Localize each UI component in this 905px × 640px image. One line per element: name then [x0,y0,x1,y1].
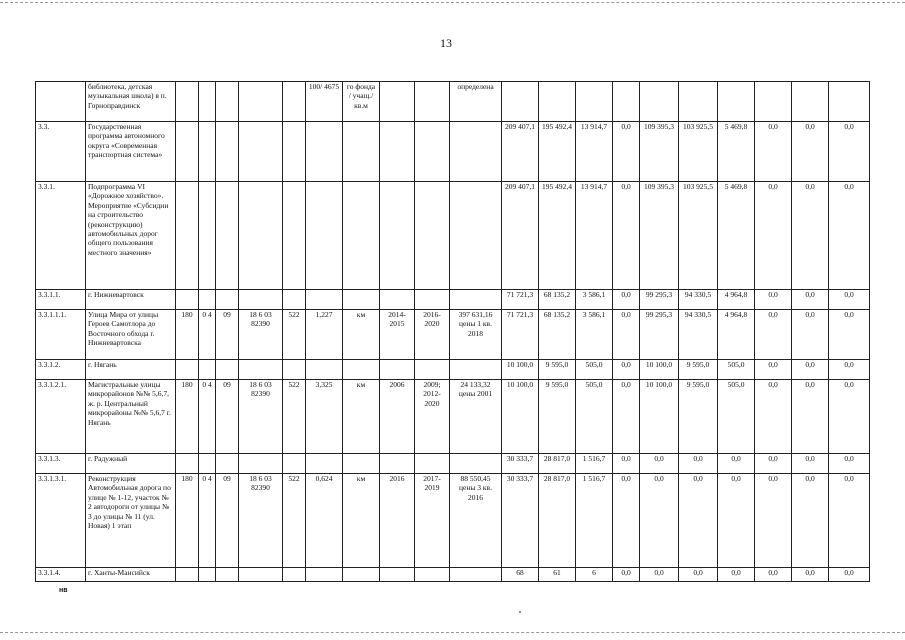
table-cell [176,122,199,182]
table-cell: 10 100,0 [502,360,539,380]
table-row [36,82,870,122]
table-cell: Подпрограмма VI «Дорожное хозяйство». Мероприятие «Субсидии на строительство (реконструкцию) автомобильных дорог общего пользования местного значения» [86,182,176,290]
table-cell [306,290,343,310]
table-cell: 71 721,3 [502,310,539,360]
table-cell: 0,0 [640,474,679,568]
table-cell: 9 595,0 [679,380,718,454]
table-cell: 209 407,1 [502,122,539,182]
table-cell [450,122,502,182]
table-cell: Магистральные улицы микрорайонов №№ 5,6,7, ж. р. Центральный микрорайоны №№ 5,6,7 г. Нягань [86,380,176,454]
table-cell [176,360,199,380]
table-cell: 2006 [380,380,415,454]
table-cell [199,454,216,474]
table-cell: 0 4 [199,310,216,360]
table-cell: г. Нижневартовск [86,290,176,310]
table-cell: 100/ 4675 [306,82,343,122]
table-row [36,310,870,360]
table-row [36,290,870,310]
table-cell: 522 [283,474,306,568]
table-cell: 0,0 [640,454,679,474]
table-cell [199,568,216,582]
table-cell: 0,0 [613,454,640,474]
table-cell [380,568,415,582]
budget-table [35,81,870,582]
table-cell: 2016-2020 [415,310,450,360]
table-cell: км [343,474,380,568]
table-cell [343,360,380,380]
table-cell: 522 [283,310,306,360]
table-cell [199,122,216,182]
table-cell: библиотека, детская музыкальная школа) в п. Горноправдинск [86,82,176,122]
table-cell: 2016 [380,474,415,568]
table-cell [576,82,613,122]
table-cell: 6 [576,568,613,582]
table-cell [216,568,239,582]
table-cell: 0,0 [829,474,870,568]
table-cell [415,82,450,122]
table-cell [450,182,502,290]
table-cell [306,122,343,182]
table-cell: 180 [176,380,199,454]
table-cell: 3.3.1.3.1. [36,474,86,568]
table-cell [239,182,283,290]
table-cell: 0,0 [829,568,870,582]
table-cell: 0,0 [755,182,792,290]
table-cell: 4 964,8 [718,290,755,310]
table-cell [36,82,86,122]
table-cell [176,568,199,582]
table-cell: 0,0 [792,122,829,182]
table-cell: определена [450,82,502,122]
table-cell: 0,0 [755,380,792,454]
table-row [36,122,870,182]
table-cell: 30 333,7 [502,474,539,568]
table-cell: 68 135,2 [539,290,576,310]
table-row [36,360,870,380]
table-cell [380,454,415,474]
table-cell [415,568,450,582]
table-cell: 2014-2015 [380,310,415,360]
table-cell: 4 964,8 [718,310,755,360]
table-cell: 0,0 [829,310,870,360]
table-cell: г. Нягань [86,360,176,380]
table-cell [450,454,502,474]
table-cell [239,360,283,380]
table-cell [415,290,450,310]
table-cell [176,182,199,290]
table-cell: 0,0 [613,310,640,360]
table-cell [306,568,343,582]
table-cell: 10 100,0 [640,360,679,380]
table-cell: 0,0 [755,360,792,380]
table-cell: 5 469,8 [718,182,755,290]
table-cell: 94 330,5 [679,290,718,310]
scan-bottom-edge [0,632,905,633]
table-cell [380,82,415,122]
table-cell: 3.3. [36,122,86,182]
table-cell: 505,0 [576,360,613,380]
table-cell [343,182,380,290]
table-cell: 0,0 [613,360,640,380]
table-cell [216,454,239,474]
table-cell: 0,0 [792,380,829,454]
table-cell: 209 407,1 [502,182,539,290]
table-cell: 0,0 [792,568,829,582]
table-cell: 0,0 [718,454,755,474]
table-cell [216,290,239,310]
table-cell: 3 586,1 [576,310,613,360]
table-cell: 68 [502,568,539,582]
table-cell: 24 133,32 цены 2001 [450,380,502,454]
table-cell [450,290,502,310]
table-cell: км [343,380,380,454]
table-cell: 88 550,45 цены 3 кв. 2016 [450,474,502,568]
table-cell: 9 595,0 [539,380,576,454]
table-cell: 28 817,0 [539,474,576,568]
table-cell: 10 100,0 [640,380,679,454]
table-cell: 68 135,2 [539,310,576,360]
table-cell: 9 595,0 [539,360,576,380]
table-cell: Государственная программа автономного округа «Современная транспортная система» [86,122,176,182]
table-cell: 3.3.1.4. [36,568,86,582]
table-cell: 94 330,5 [679,310,718,360]
table-cell: 0,0 [613,122,640,182]
table-cell [502,82,539,122]
table-cell: 0,0 [829,290,870,310]
table-cell: 505,0 [576,380,613,454]
table-cell: 0,0 [829,182,870,290]
table-cell: 505,0 [718,360,755,380]
table-cell [239,122,283,182]
table-cell [415,454,450,474]
table-cell: 13 914,7 [576,182,613,290]
table-cell [539,82,576,122]
table-cell: 180 [176,474,199,568]
table-cell: 3.3.1.2.1. [36,380,86,454]
table-cell: 99 295,3 [640,310,679,360]
table-cell: 3.3.1.2. [36,360,86,380]
table-cell: 0,0 [755,122,792,182]
table-cell [380,182,415,290]
table-cell [380,122,415,182]
table-cell [239,290,283,310]
table-cell: 3,325 [306,380,343,454]
table-cell: 0,0 [792,454,829,474]
table-cell [176,454,199,474]
table-cell: 18 6 03 82390 [239,380,283,454]
table-cell: 3.3.1.3. [36,454,86,474]
table-cell [283,360,306,380]
table-row [36,454,870,474]
table-cell: 5 469,8 [718,122,755,182]
table-cell [216,122,239,182]
table-cell [718,82,755,122]
table-cell: 0,0 [640,568,679,582]
table-cell: 09 [216,474,239,568]
table-cell: 10 100,0 [502,380,539,454]
table-cell [306,360,343,380]
table-cell: 0,0 [792,182,829,290]
table-cell: 0,0 [679,474,718,568]
table-cell [216,182,239,290]
table-cell [640,82,679,122]
table-cell [283,122,306,182]
table-cell [239,82,283,122]
table-cell: 195 492,4 [539,182,576,290]
table-cell: 0,0 [792,360,829,380]
table-cell: г. Радужный [86,454,176,474]
table-cell: 0,0 [718,474,755,568]
table-cell: 13 914,7 [576,122,613,182]
table-cell: 2009; 2012-2020 [415,380,450,454]
table-cell: 9 595,0 [679,360,718,380]
table-cell: 0,0 [755,474,792,568]
table-cell: 61 [539,568,576,582]
table-cell: 3.3.1.1. [36,290,86,310]
table-cell: 0,0 [755,310,792,360]
table-cell [216,82,239,122]
table-cell [343,454,380,474]
table-cell: 1 516,7 [576,474,613,568]
table-row [36,182,870,290]
table-cell: 0,0 [829,454,870,474]
table-cell [450,360,502,380]
table-cell: 0,0 [829,380,870,454]
table-cell [306,182,343,290]
table-cell [380,290,415,310]
table-cell [679,82,718,122]
scan-top-edge [0,2,905,3]
table-cell [239,454,283,474]
table-cell [283,568,306,582]
table-cell [415,182,450,290]
table-cell: 522 [283,380,306,454]
table-cell: 397 631,16 цены 1 кв. 2018 [450,310,502,360]
table-cell [283,454,306,474]
table-cell: 180 [176,310,199,360]
table-cell [199,360,216,380]
table-cell: 1 516,7 [576,454,613,474]
table-cell [343,290,380,310]
table-cell [415,122,450,182]
table-cell: 3.3.1.1.1. [36,310,86,360]
table-cell: 0,0 [829,360,870,380]
table-row [36,380,870,454]
table-cell [415,360,450,380]
table-cell: 0,0 [679,454,718,474]
table-cell: 0,0 [755,568,792,582]
table-cell [176,290,199,310]
table-cell: 0,0 [613,568,640,582]
table-cell: 0,0 [718,568,755,582]
table-cell: Улица Мира от улицы Героев Самотлора до Восточного обхода г. Нижневартовска [86,310,176,360]
table-cell: 0,0 [755,454,792,474]
table-cell: 505,0 [718,380,755,454]
table-cell: 3 586,1 [576,290,613,310]
table-row [36,474,870,568]
table-cell [380,360,415,380]
table-cell: 18 6 03 82390 [239,310,283,360]
table-cell [283,182,306,290]
table-cell: 0,0 [792,474,829,568]
table-cell: 0,0 [829,122,870,182]
table-cell [306,454,343,474]
table-cell: 09 [216,310,239,360]
table-cell [199,290,216,310]
table-cell: 0,0 [792,310,829,360]
table-cell: 0,0 [792,290,829,310]
table-cell: 0,0 [679,568,718,582]
table-row [36,568,870,582]
table-cell: 103 925,5 [679,122,718,182]
table-cell [613,82,640,122]
table-cell: Реконструкция Автомобильная дорога по улице № 1-12, участок № 2 автодороги от улицы № 3 до улицы № 11 (ул. Новая) 1 этап [86,474,176,568]
table-cell [450,568,502,582]
table-cell: 2017-2019 [415,474,450,568]
table-cell: г. Ханты-Мансийск [86,568,176,582]
page-number: 13 [440,36,452,50]
table-cell: 28 817,0 [539,454,576,474]
table-cell [216,360,239,380]
table-cell: 71 721,3 [502,290,539,310]
table-cell: 109 395,3 [640,182,679,290]
table-cell: 0,0 [613,474,640,568]
table-cell: 3.3.1. [36,182,86,290]
footer-mark: нв [59,587,68,594]
table-cell: 103 925,5 [679,182,718,290]
table-cell: 0,624 [306,474,343,568]
table-cell [199,182,216,290]
table-cell [239,568,283,582]
table-cell: 109 395,3 [640,122,679,182]
table-cell: го фонда / учащ./ кв.м [343,82,380,122]
table-cell [755,82,792,122]
table-cell: 195 492,4 [539,122,576,182]
table-cell: км [343,310,380,360]
table-cell [829,82,870,122]
table-cell: 1,227 [306,310,343,360]
table-cell [792,82,829,122]
table-cell: 99 295,3 [640,290,679,310]
table-cell: 09 [216,380,239,454]
table-cell: 0,0 [613,380,640,454]
table-cell [343,568,380,582]
table-cell [199,82,216,122]
table-cell: 30 333,7 [502,454,539,474]
table-cell: 0 4 [199,380,216,454]
table-cell [343,122,380,182]
table-cell: 0 4 [199,474,216,568]
table-cell: 0,0 [613,182,640,290]
scan-dot [519,611,521,613]
table-cell: 0,0 [613,290,640,310]
table-cell [176,82,199,122]
table-cell [283,290,306,310]
table-cell: 0,0 [755,290,792,310]
table-cell: 18 6 03 82390 [239,474,283,568]
table-cell [283,82,306,122]
